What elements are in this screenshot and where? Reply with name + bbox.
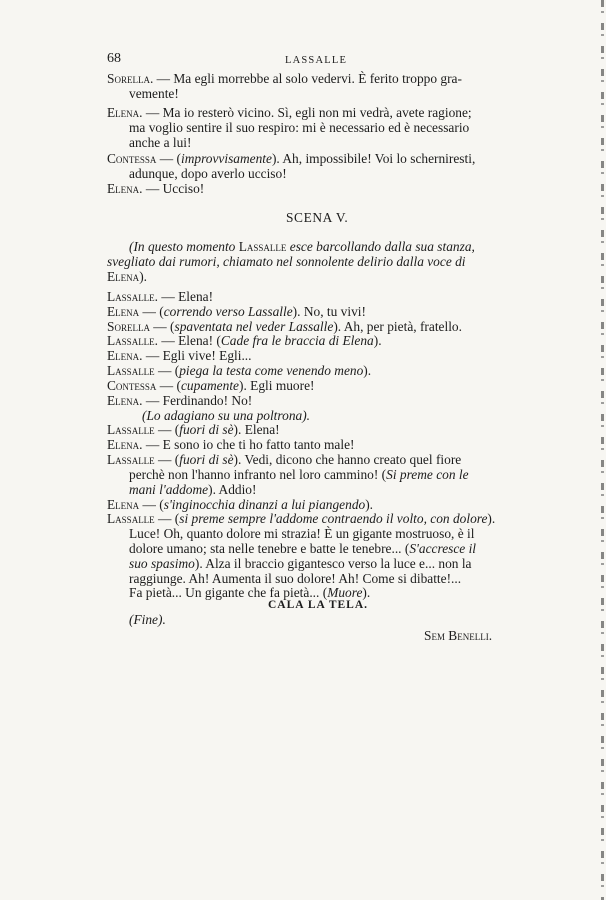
scene-heading: SCENA V.	[286, 210, 349, 225]
dialogue-line: Lassalle — (piega la testa come venendo meno).	[107, 363, 372, 378]
author-signature: Sem Benelli.	[424, 628, 493, 643]
curtain-line: CALA LA TELA.	[268, 599, 369, 611]
dialogue-line: dolore umano; sta nelle tenebre e batte le tenebre... (S'accresce il	[129, 541, 477, 556]
dialogue-line: perchè non l'hanno infranto nel loro cammino! (Si preme con le	[129, 467, 469, 482]
dialogue-line: anche a lui!	[129, 135, 192, 150]
dialogue-line: Fa pietà... Un gigante che fa pietà... (Muore).	[129, 585, 371, 600]
dialogue-line: Contessa — (cupamente). Egli muore!	[107, 378, 315, 393]
dialogue-line: Lassalle — (si preme sempre l'addome contraendo il volto, con dolore).	[107, 511, 496, 526]
dialogue-line: ma voglio sentire il suo respiro: mi è necessario ed è necessario	[129, 120, 470, 135]
dialogue-line: raggiunge. Ah! Aumenta il suo dolore! Ah! Come si dibatte!...	[129, 571, 462, 586]
dialogue-line: adunque, dopo averlo ucciso!	[129, 166, 287, 181]
dialogue-line: Lassalle — (fuori di sè). Elena!	[107, 422, 280, 437]
dialogue-line: suo spasimo). Alza il braccio gigantesco verso la luce e... non la	[129, 556, 472, 571]
dialogue-line: Elena — (correndo verso Lassalle). No, tu vivi!	[107, 304, 366, 319]
dialogue-line: Lassalle. — Elena!	[107, 289, 214, 304]
stage-direction: Elena).	[107, 269, 147, 284]
dialogue-line: Sorella — (spaventata nel veder Lassalle). Ah, per pietà, fratello.	[107, 319, 462, 334]
dialogue-line: vemente!	[129, 86, 179, 101]
dialogue-line: Elena. — Ferdinando! No!	[107, 393, 253, 408]
dialogue-line: Contessa — (improvvisamente). Ah, impossibile! Voi lo scherniresti,	[107, 151, 476, 166]
dialogue-line: Sorella. — Ma egli morrebbe al solo vedervi. È ferito troppo gra-	[107, 71, 462, 86]
dialogue-line: Elena. — Ma io resterò vicino. Sì, egli non mi vedrà, avete ragione;	[107, 105, 472, 120]
stage-direction: (Lo adagiano su una poltrona).	[142, 408, 311, 423]
stage-direction: (In questo momento Lassalle esce barcollando dalla sua stanza,	[129, 239, 475, 254]
dialogue-line: Lassalle. — Elena! (Cade fra le braccia di Elena).	[107, 333, 382, 348]
page-number: 68	[107, 51, 121, 66]
dialogue-line: Luce! Oh, quanto dolore mi strazia! È un gigante mostruoso, è il	[129, 526, 475, 541]
dialogue-line: Elena — (s'inginocchia dinanzi a lui piangendo).	[107, 497, 374, 512]
dialogue-line: mani l'addome). Addio!	[129, 482, 257, 497]
page-edge-shadow	[601, 0, 604, 900]
dialogue-line: Elena. — Egli vive! Egli...	[107, 348, 252, 363]
dialogue-line: Elena. — E sono io che ti ho fatto tanto male!	[107, 437, 355, 452]
dialogue-line: Elena. — Ucciso!	[107, 181, 205, 196]
end-mark: (Fine).	[129, 612, 166, 627]
running-title: LASSALLE	[285, 55, 348, 66]
stage-direction: svegliato dai rumori, chiamato nel sonnolente delirio dalla voce di	[107, 254, 466, 269]
dialogue-line: Lassalle — (fuori di sè). Vedi, dicono che hanno creato quel fiore	[107, 452, 462, 467]
